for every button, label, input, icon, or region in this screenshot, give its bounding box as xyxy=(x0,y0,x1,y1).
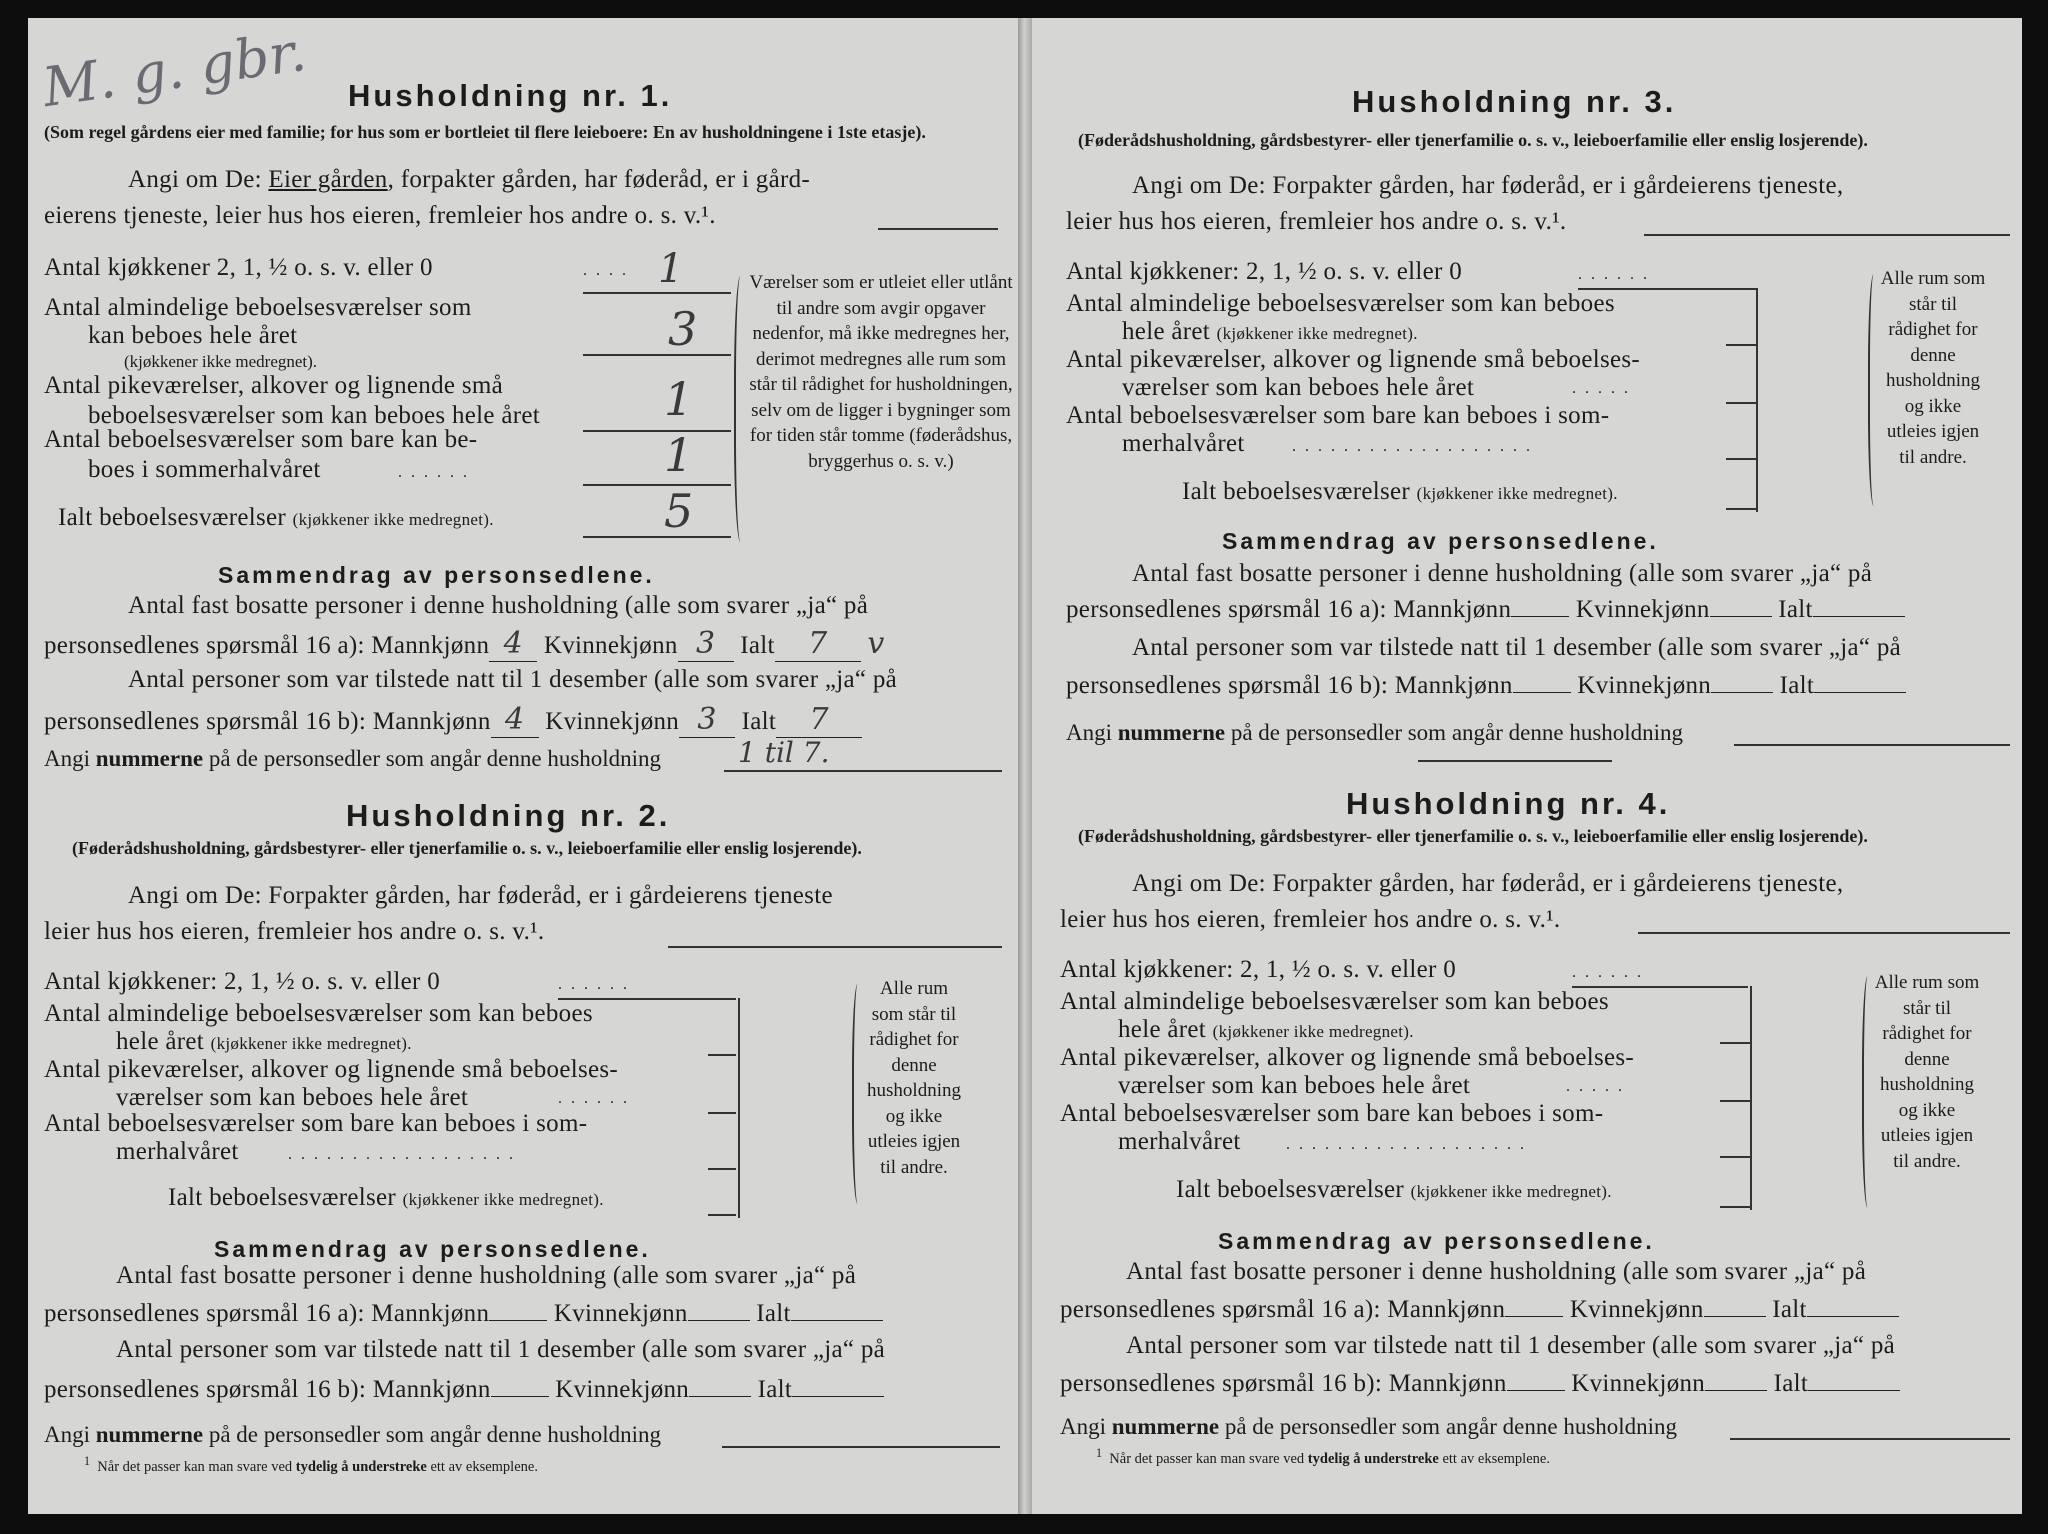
hh2-b-line2: personsedlenes spørsmål 16 b): Mannkjønn Kvinnekjønn Ialt xyxy=(44,1376,884,1404)
hh4-title: Husholdning nr. 4. xyxy=(1346,786,1671,821)
book-spine xyxy=(1018,18,1032,1514)
hh2-pike-line2: værelser som kan beboes hele året xyxy=(116,1084,469,1111)
hh2-kjokkener-label: Antal kjøkkener: 2, 1, ½ o. s. v. eller 0 xyxy=(44,968,441,995)
hh3-a-line2: personsedlenes spørsmål 16 a): Mannkjønn Kvinnekjønn Ialt xyxy=(1066,596,1905,624)
hh3-note: (Føderådshusholdning, gårdsbestyrer- eller tjenerfamilie o. s. v., leieboerfamilie eller enslig losjerende). xyxy=(1078,130,1868,150)
hh2-title: Husholdning nr. 2. xyxy=(346,798,671,833)
divider xyxy=(1418,760,1612,762)
hh1-alm-line2: kan beboes hele året xyxy=(88,322,298,349)
hh3-alm-line2: hele året (kjøkkener ikke medregnet). xyxy=(1122,318,1418,345)
footnote-right: $^1$ Når det passer kan man svare ved tydelig å understreke ett av eksemplene. xyxy=(1096,1446,1550,1467)
hh1-b-line1: Antal personer som var tilstede natt til 1 desember (alle som svarer „ja“ på xyxy=(128,666,898,693)
hh3-title: Husholdning nr. 3. xyxy=(1352,84,1677,119)
hh4-angi-line1: Angi om De: Forpakter gården, har føderåd, er i gårdeierens tjeneste, xyxy=(1132,870,1844,897)
hh4-nummer-line: Angi nummerne på de personsedler som angår denne husholdning xyxy=(1060,1414,1678,1439)
hh4-pike-line2: værelser som kan beboes hele året xyxy=(1118,1072,1471,1099)
hh2-alm-line1: Antal almindelige beboelsesværelser som kan beboes xyxy=(44,1000,593,1027)
hh2-pike-line1: Antal pikeværelser, alkover og lignende små beboelses- xyxy=(44,1056,619,1083)
hh3-ialt-line: Ialt beboelsesværelser (kjøkkener ikke medregnet). xyxy=(1182,478,1618,505)
hh2-a-line1: Antal fast bosatte personer i denne husholdning (alle som svarer „ja“ på xyxy=(116,1262,857,1289)
hh1-note: (Som regel gårdens eier med familie; for hus som er bortleiet til flere leieboere: En av husholdningene i 1ste etasje). xyxy=(44,122,926,142)
hh4-alm-line1: Antal almindelige beboelsesværelser som kan beboes xyxy=(1060,988,1609,1015)
hh3-b-line1: Antal personer som var tilstede natt til 1 desember (alle som svarer „ja“ på xyxy=(1132,634,1902,661)
hh3-pike-line2: værelser som kan beboes hele året xyxy=(1122,374,1475,401)
hh2-nummer-line: Angi nummerne på de personsedler som angår denne husholdning xyxy=(44,1422,662,1447)
hh1-b-line2: personsedlenes spørsmål 16 b): Mannkjønn 4 Kvinnekjønn 3 Ialt 7 xyxy=(44,702,862,738)
hh2-summary-title: Sammendrag av personsedlene. xyxy=(214,1236,651,1262)
hh1-side-note: Værelser som er utleiet eller utlånt til andre som avgir opgaver nedenfor, må ikke medregnes her, derimot medregnes alle rum som står til rådighet for husholdningen, selv om de ligger i bygninger som for tiden står tomme (føderådshus, bryggerhus o. s. v.) xyxy=(749,272,1013,472)
hh4-note: (Føderådshusholdning, gårdsbestyrer- eller tjenerfamilie o. s. v., leieboerfamilie eller enslig losjerende). xyxy=(1078,826,1868,846)
hh3-summary-title: Sammendrag av personsedlene. xyxy=(1222,528,1659,554)
hh1-a-line2: personsedlenes spørsmål 16 a): Mannkjønn 4 Kvinnekjønn 3 Ialt 7 v xyxy=(44,626,885,661)
hh1-check-mark: v xyxy=(867,626,885,661)
hh1-a-line1: Antal fast bosatte personer i denne husholdning (alle som svarer „ja“ på xyxy=(128,592,869,619)
hh4-b-line1: Antal personer som var tilstede natt til 1 desember (alle som svarer „ja“ på xyxy=(1126,1332,1896,1359)
hh4-a-line1: Antal fast bosatte personer i denne husholdning (alle som svarer „ja“ på xyxy=(1126,1258,1867,1285)
hh3-alm-line1: Antal almindelige beboelsesværelser som kan beboes xyxy=(1066,290,1615,317)
hh4-ialt-line: Ialt beboelsesværelser (kjøkkener ikke medregnet). xyxy=(1176,1176,1612,1203)
hh2-som-line2: merhalvåret xyxy=(116,1138,239,1165)
hh2-angi-line1: Angi om De: Forpakter gården, har føderåd, er i gårdeierens tjeneste xyxy=(128,882,833,909)
hh1-som-line1: Antal beboelsesværelser som bare kan be- xyxy=(44,426,478,453)
hh1-title: Husholdning nr. 1. xyxy=(348,78,673,113)
hh1-nummer-line: Angi nummerne på de personsedler som angår denne husholdning xyxy=(44,746,662,771)
hh1-ialt-value: 5 xyxy=(664,484,694,538)
hh1-nummer-value: 1 til 7. xyxy=(738,736,830,769)
hh2-alm-line2: hele året (kjøkkener ikke medregnet). xyxy=(116,1028,412,1055)
hh1-eier-underlined: Eier gården xyxy=(268,166,388,193)
left-page: M. g. gbr. Husholdning nr. 1. (Som regel gårdens eier med familie; for hus som er bortleiet til flere leieboere: En av husholdningene i 1ste etasje). Angi om De: Eier gården, forpakter gården, har føderåd, er i gård- eierens tjeneste, leier hus hos eieren, fremleier hos andre o. s. v.¹. Antal kjøkkener 2, 1, ½ o. s. v. eller 0 .... 1 Antal almindelige beboelsesværelser som kan beboes hele året (kjøkkener ikke medregnet). 3 Antal pikeværelser, alkover og lignende små beboelsesværelser som kan beboes hele året 1 Antal beboelsesværelser som bare kan be- boes i sommerhalvåret ...... 1 Ialt beboelsesværelser (kjøkkener ikke medregnet). 5 Værelser som er utleiet eller utlånt til andre som avgir opgaver nedenfor, må ikke medregnes her, derimot medregnes alle rum som står til rådighet for husholdningen, selv om de ligger i bygninger som for tiden står tomme (føderådshus, bryggerhus o. s. v.) Sammendrag av personsedlene. Antal fast bosatte personer i denne husholdning (alle som svarer „ja“ på personsedlenes spørsmål 16 a): Mannkjønn 4 Kvinnekjønn 3 Ialt 7 v Antal personer som var tilstede natt til 1 desember (alle som svarer „ja“ på personsedlenes spørsmål 16 b): Mannkjønn 4 Kvinnekjønn 3 Ialt 7 Angi nummerne på de personsedler som angår denne husholdning 1 til 7. Husholdning nr. 2. (Føderådshusholdning, gårdsbestyrer- eller tjenerfamilie o. s. v., leieboerfamilie eller enslig losjerende). Angi om De: Forpakter gården, har føderåd, er i gårdeierens tjeneste leier hus hos eieren, fremleier hos andre o. s. v.¹. Antal kjøkkener: 2, 1, ½ o. s. v. eller 0 ...... Antal almindelige beboelsesværelser som kan beboes hele året (kjøkkener ikke medregnet). Antal pikeværelser, alkover og lignende små beboelses- værelser som kan beboes hele året ...... Antal beboelsesværelser som bare kan beboes i som- merhalvåret .................. Ialt beboelsesværelser (kjøkkener ikke medregnet). Alle rum som står til rådighet for denne husholdning og ikke utleies igjen til andre. Sammendrag av personsedlene. Antal fast bosatte personer i denne husholdning (alle som svarer „ja“ på personsedlenes spørsmål 16 a): Mannkjønn Kvinnekjønn Ialt Antal personer som var tilstede natt til 1 desember (alle som svarer „ja“ på personsedlenes spørsmål 16 b): Mannkjønn Kvinnekjønn Ialt Angi nummerne på de personsedler som angår denne husholdning $^1$ Når det passer kan man svare ved tydelig å understreke ett av eksemplene. xyxy=(28,18,1018,1514)
hh3-b-line2: personsedlenes spørsmål 16 b): Mannkjønn Kvinnekjønn Ialt xyxy=(1066,672,1906,700)
hh1-alm-line1: Antal almindelige beboelsesværelser som xyxy=(44,294,472,321)
hh2-angi-line2: leier hus hos eieren, fremleier hos andre o. s. v.¹. xyxy=(44,918,545,945)
hh4-alm-line2: hele året (kjøkkener ikke medregnet). xyxy=(1118,1016,1414,1043)
hh1-kjokkener-value: 1 xyxy=(658,246,684,292)
hh3-nummer-line: Angi nummerne på de personsedler som angår denne husholdning xyxy=(1066,720,1684,745)
corner-note: M. g. gbr. xyxy=(38,19,310,120)
hh1-alm-value: 3 xyxy=(668,302,698,356)
hh1-angi-line1: Angi om De: Eier gården, forpakter gården, har føderåd, er i gård- xyxy=(128,166,811,193)
hh4-summary-title: Sammendrag av personsedlene. xyxy=(1218,1228,1655,1254)
hh2-b-line1: Antal personer som var tilstede natt til 1 desember (alle som svarer „ja“ på xyxy=(116,1336,886,1363)
hh4-side-note: Alle rum som står til rådighet for denne husholdning og ikke utleies igjen til andre. xyxy=(1874,972,1980,1172)
hh3-a-line1: Antal fast bosatte personer i denne husholdning (alle som svarer „ja“ på xyxy=(1132,560,1873,587)
hh2-side-note: Alle rum som står til rådighet for denne husholdning og ikke utleies igjen til andre. xyxy=(867,978,961,1178)
hh4-kjokkener-label: Antal kjøkkener: 2, 1, ½ o. s. v. eller 0 xyxy=(1060,956,1457,983)
hh2-a-line2: personsedlenes spørsmål 16 a): Mannkjønn Kvinnekjønn Ialt xyxy=(44,1300,883,1328)
hh3-kjokkener-label: Antal kjøkkener: 2, 1, ½ o. s. v. eller 0 xyxy=(1066,258,1463,285)
hh4-som-line2: merhalvåret xyxy=(1118,1128,1241,1155)
hh3-angi-line2: leier hus hos eieren, fremleier hos andre o. s. v.¹. xyxy=(1066,208,1567,235)
hh1-pike-line1: Antal pikeværelser, alkover og lignende små xyxy=(44,372,503,399)
hh1-pike-line2: beboelsesværelser som kan beboes hele året xyxy=(88,402,541,429)
hh4-som-line1: Antal beboelsesværelser som bare kan beboes i som- xyxy=(1060,1100,1604,1127)
hh4-pike-line1: Antal pikeværelser, alkover og lignende små beboelses- xyxy=(1060,1044,1635,1071)
hh2-note: (Føderådshusholdning, gårdsbestyrer- eller tjenerfamilie o. s. v., leieboerfamilie eller enslig losjerende). xyxy=(72,838,862,858)
hh4-angi-line2: leier hus hos eieren, fremleier hos andre o. s. v.¹. xyxy=(1060,906,1561,933)
hh1-summary-title: Sammendrag av personsedlene. xyxy=(218,562,655,588)
hh1-alm-note: (kjøkkener ikke medregnet). xyxy=(124,352,318,371)
hh1-pike-value: 1 xyxy=(664,372,694,426)
hh3-side-note: Alle rum som står til rådighet for denne husholdning og ikke utleies igjen til andre. xyxy=(1880,268,1986,468)
hh1-angi-line2: eierens tjeneste, leier hus hos eieren, fremleier hos andre o. s. v.¹. xyxy=(44,202,716,229)
hh2-som-line1: Antal beboelsesværelser som bare kan beboes i som- xyxy=(44,1110,588,1137)
hh4-a-line2: personsedlenes spørsmål 16 a): Mannkjønn Kvinnekjønn Ialt xyxy=(1060,1296,1899,1324)
right-page: Husholdning nr. 3. (Føderådshusholdning, gårdsbestyrer- eller tjenerfamilie o. s. v., leieboerfamilie eller enslig losjerende). Angi om De: Forpakter gården, har føderåd, er i gårdeierens tjeneste, leier hus hos eieren, fremleier hos andre o. s. v.¹. Antal kjøkkener: 2, 1, ½ o. s. v. eller 0 ...... Antal almindelige beboelsesværelser som kan beboes hele året (kjøkkener ikke medregnet). Antal pikeværelser, alkover og lignende små beboelses- værelser som kan beboes hele året ..... Antal beboelsesværelser som bare kan beboes i som- merhalvåret ................... Ialt beboelsesværelser (kjøkkener ikke medregnet). Alle rum som står til rådighet for denne husholdning og ikke utleies igjen til andre. Sammendrag av personsedlene. Antal fast bosatte personer i denne husholdning (alle som svarer „ja“ på personsedlenes spørsmål 16 a): Mannkjønn Kvinnekjønn Ialt Antal personer som var tilstede natt til 1 desember (alle som svarer „ja“ på personsedlenes spørsmål 16 b): Mannkjønn Kvinnekjønn Ialt Angi nummerne på de personsedler som angår denne husholdning Husholdning nr. 4. (Føderådshusholdning, gårdsbestyrer- eller tjenerfamilie o. s. v., leieboerfamilie eller enslig losjerende). Angi om De: Forpakter gården, har føderåd, er i gårdeierens tjeneste, leier hus hos eieren, fremleier hos andre o. s. v.¹. Antal kjøkkener: 2, 1, ½ o. s. v. eller 0 ...... Antal almindelige beboelsesværelser som kan beboes hele året (kjøkkener ikke medregnet). Antal pikeværelser, alkover og lignende små beboelses- værelser som kan beboes hele året ..... Antal beboelsesværelser som bare kan beboes i som- merhalvåret ................... Ialt beboelsesværelser (kjøkkener ikke medregnet). Alle rum som står til rådighet for denne husholdning og ikke utleies igjen til andre. Sammendrag av personsedlene. Antal fast bosatte personer i denne husholdning (alle som svarer „ja“ på personsedlenes spørsmål 16 a): Mannkjønn Kvinnekjønn Ialt Antal personer som var tilstede natt til 1 desember (alle som svarer „ja“ på personsedlenes spørsmål 16 b): Mannkjønn Kvinnekjønn Ialt Angi nummerne på de personsedler som angår denne husholdning $^1$ Når det passer kan man svare ved tydelig å understreke ett av eksemplene. xyxy=(1032,18,2022,1514)
hh1-som-line2: boes i sommerhalvåret xyxy=(88,456,321,483)
hh4-b-line2: personsedlenes spørsmål 16 b): Mannkjønn Kvinnekjønn Ialt xyxy=(1060,1370,1900,1398)
hh3-pike-line1: Antal pikeværelser, alkover og lignende små beboelses- xyxy=(1066,346,1641,373)
hh1-kjokkener-label: Antal kjøkkener 2, 1, ½ o. s. v. eller 0 xyxy=(44,254,433,281)
hh3-som-line2: merhalvåret xyxy=(1122,430,1245,457)
hh1-ialt-line: Ialt beboelsesværelser (kjøkkener ikke medregnet). xyxy=(58,504,494,531)
footnote-left: $^1$ Når det passer kan man svare ved tydelig å understreke ett av eksemplene. xyxy=(84,1454,538,1475)
hh3-som-line1: Antal beboelsesværelser som bare kan beboes i som- xyxy=(1066,402,1610,429)
hh3-angi-line1: Angi om De: Forpakter gården, har føderåd, er i gårdeierens tjeneste, xyxy=(1132,172,1844,199)
hh2-ialt-line: Ialt beboelsesværelser (kjøkkener ikke medregnet). xyxy=(168,1184,604,1211)
hh1-som-value: 1 xyxy=(664,428,694,482)
